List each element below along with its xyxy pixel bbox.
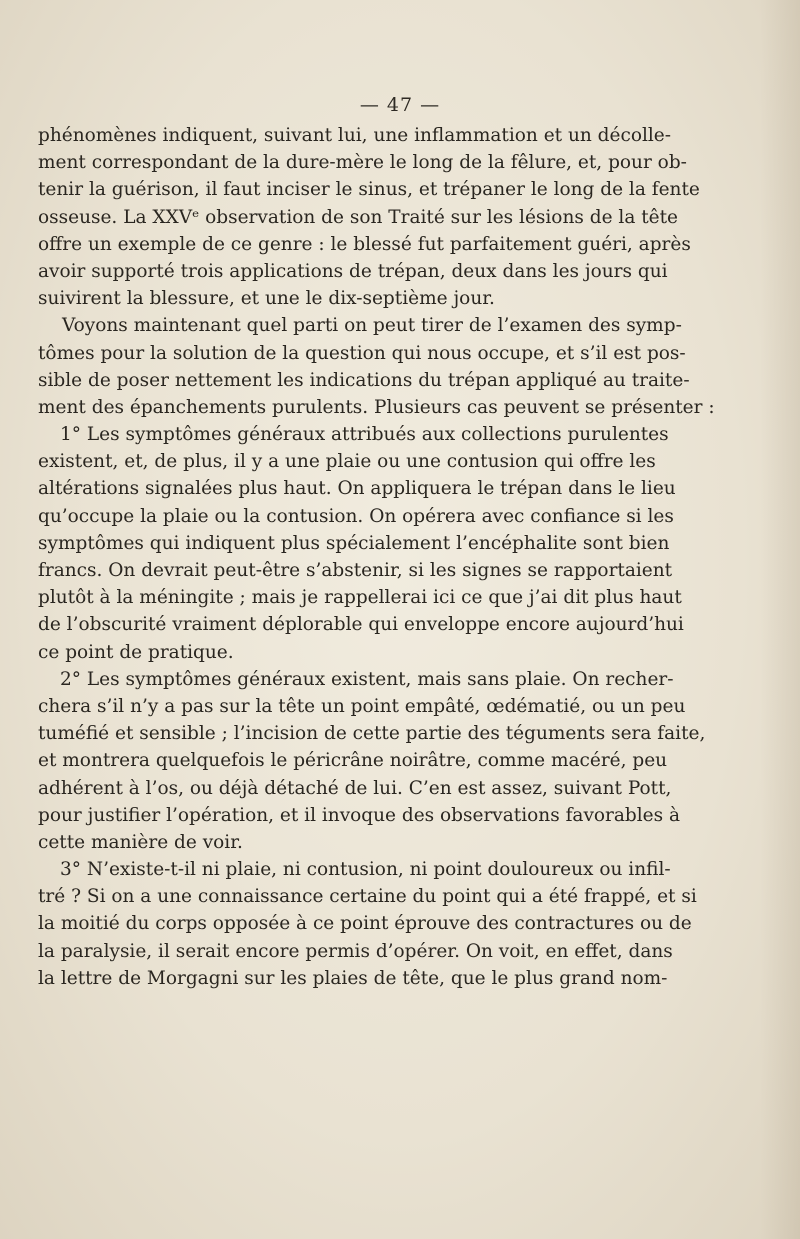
text-line: la paralysie, il serait encore permis d’opérer. On voit, en effet, dans — [38, 940, 673, 962]
text-line: ce point de pratique. — [38, 641, 234, 663]
text-line: tenir la guérison, il faut inciser le sinus, et trépaner le long de la fente — [38, 179, 700, 201]
text-line: chera s’il n’y a pas sur la tête un point empâté, œdématié, ou un peu — [38, 695, 686, 717]
text-line: 1° Les symptômes généraux attribués aux collections purulentes — [60, 424, 669, 446]
text-line: qu’occupe la plaie ou la contusion. On opérera avec confiance si les — [38, 505, 674, 527]
text-line: offre un exemple de ce genre : le blessé fut parfaitement guéri, après — [38, 233, 691, 255]
text-line: tré ? Si on a une connaissance certaine du point qui a été frappé, et si — [38, 886, 697, 908]
text-line: de l’obscurité vraiment déplorable qui enveloppe encore aujourd’hui — [38, 614, 684, 636]
text-line: suivirent la blessure, et une le dix-septième jour. — [38, 288, 495, 310]
text-line: tômes pour la solution de la question qui nous occupe, et s’il est pos- — [38, 342, 686, 364]
text-line: plutôt à la méningite ; mais je rappellerai ici ce que j’ai dit plus haut — [38, 587, 682, 609]
text-line: avoir supporté trois applications de trépan, deux dans les jours qui — [38, 260, 668, 282]
page-number: — 47 — — [359, 94, 441, 116]
text-line: 2° Les symptômes généraux existent, mais sans plaie. On recher- — [60, 668, 674, 690]
text-line: et montrera quelquefois le péricrâne noirâtre, comme macéré, peu — [38, 750, 668, 772]
text-line: symptômes qui indiquent plus spécialement l’encéphalite sont bien — [38, 532, 670, 554]
text-line: osseuse. La XXVᵉ observation de son Traité sur les lésions de la tête — [38, 206, 678, 228]
text-line: existent, et, de plus, il y a une plaie ou une contusion qui offre les — [38, 451, 656, 473]
body-text — [38, 122, 715, 992]
text-line: adhérent à l’os, ou déjà détaché de lui. C’en est assez, suivant Pott, — [38, 777, 672, 799]
text-line: francs. On devrait peut-être s’abstenir, si les signes se rapportaient — [38, 560, 673, 581]
text-line: sible de poser nettement les indications du trépan appliqué au traite- — [38, 369, 690, 391]
text-line: 3° N’existe-t-il ni plaie, ni contusion, ni point douloureux ou infil- — [60, 859, 671, 881]
text-line: la moitié du corps opposée à ce point éprouve des contractures ou de — [38, 913, 692, 935]
text-line: tuméfié et sensible ; l’incision de cette partie des téguments sera faite, — [38, 723, 706, 745]
text-line: cette manière de voir. — [38, 831, 243, 853]
text-line: ment des épanchements purulents. Plusieurs cas peuvent se présenter : — [38, 396, 715, 418]
text-line: pour justifier l’opération, et il invoque des observations favorables à — [38, 804, 681, 826]
page-edge-shadow — [760, 0, 800, 1239]
text-line: ment correspondant de la dure-mère le long de la fêlure, et, pour ob- — [38, 152, 687, 174]
text-line: Voyons maintenant quel parti on peut tirer de l’examen des symp- — [62, 315, 682, 337]
text-line: altérations signalées plus haut. On appliquera le trépan dans le lieu — [38, 478, 676, 500]
text-line: phénomènes indiquent, suivant lui, une inflammation et un décolle- — [38, 125, 671, 146]
text-line: la lettre de Morgagni sur les plaies de tête, que le plus grand nom- — [38, 967, 668, 989]
